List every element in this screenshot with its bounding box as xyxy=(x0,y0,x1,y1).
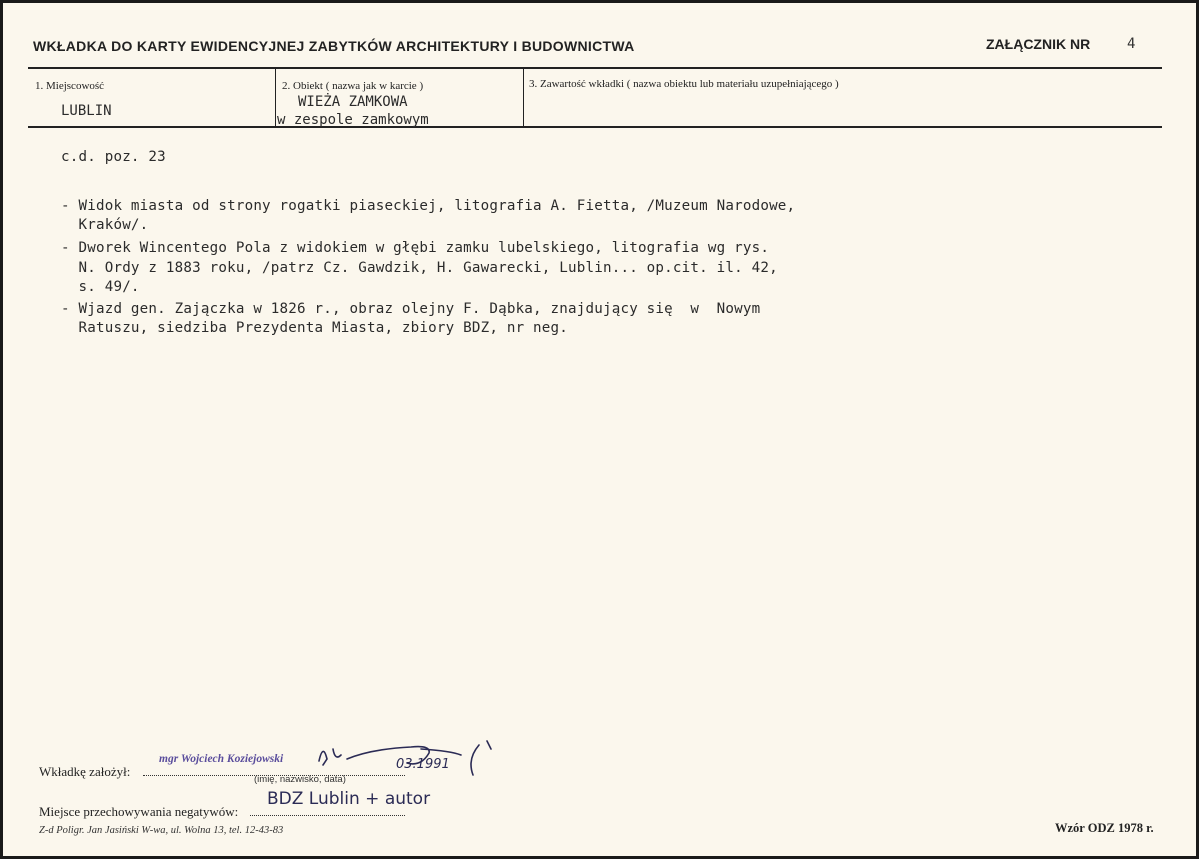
column-divider-1 xyxy=(275,69,276,126)
form-code: Wzór ODZ 1978 r. xyxy=(1055,821,1154,835)
column-divider-2 xyxy=(523,69,524,126)
list-item-1-line-2: Kraków/. xyxy=(61,217,149,233)
contents-label: 3. Zawartość wkładki ( nazwa obiektu lub materiału uzupełniającego ) xyxy=(529,78,839,90)
list-item-2-line-3: s. 49/. xyxy=(61,279,140,295)
list-item-2-line-2: N. Ordy z 1883 roku, /patrz Cz. Gawdzik, H. Gawarecki, Lublin... op.cit. il. 42, xyxy=(61,260,778,276)
negatives-dotted-line xyxy=(250,815,405,816)
object-value-line-1: WIEŻA ZAMKOWA xyxy=(298,94,408,110)
top-rule xyxy=(28,67,1162,69)
author-date: 03.1991 xyxy=(396,757,450,772)
annex-number: 4 xyxy=(1127,36,1136,52)
record-card xyxy=(3,3,1196,856)
object-label: 2. Obiekt ( nazwa jak w karcie ) xyxy=(282,80,424,92)
list-item-2-line-1: - Dworek Wincentego Pola z widokiem w głębi zamku lubelskiego, litografia wg rys. xyxy=(61,240,770,256)
negatives-value: BDZ Lublin + autor xyxy=(267,789,431,809)
author-stamp: mgr Wojciech Koziejowski xyxy=(159,753,284,765)
author-label: Wkładkę założył: xyxy=(39,764,131,779)
list-item-1-line-1: - Widok miasta od strony rogatki piaseckiej, litografia A. Fietta, /Muzeum Narodowe, xyxy=(61,198,796,214)
printer-imprint: Z-d Poligr. Jan Jasiński W-wa, ul. Wolna 13, tel. 12-43-83 xyxy=(39,825,284,836)
list-item-3-line-2: Ratuszu, siedziba Prezydenta Miasta, zbiory BDZ, nr neg. xyxy=(61,320,569,336)
object-value-line-2: w zespole zamkowym xyxy=(277,112,429,128)
continuation-note: c.d. poz. 23 xyxy=(61,149,166,165)
list-item-3-line-1: - Wjazd gen. Zajączka w 1826 r., obraz olejny F. Dąbka, znajdujący się w Nowym xyxy=(61,301,761,317)
place-label: 1. Miejscowość xyxy=(35,80,105,92)
negatives-label: Miejsce przechowywania negatywów: xyxy=(39,804,239,819)
author-caption: (imię, nazwisko, data) xyxy=(254,774,346,785)
card-title: WKŁADKA DO KARTY EWIDENCYJNEJ ZABYTKÓW ARCHITEKTURY I BUDOWNICTWA xyxy=(33,38,635,54)
annex-label: ZAŁĄCZNIK NR xyxy=(986,36,1091,52)
bottom-rule xyxy=(28,126,1162,128)
place-value: LUBLIN xyxy=(61,103,112,119)
